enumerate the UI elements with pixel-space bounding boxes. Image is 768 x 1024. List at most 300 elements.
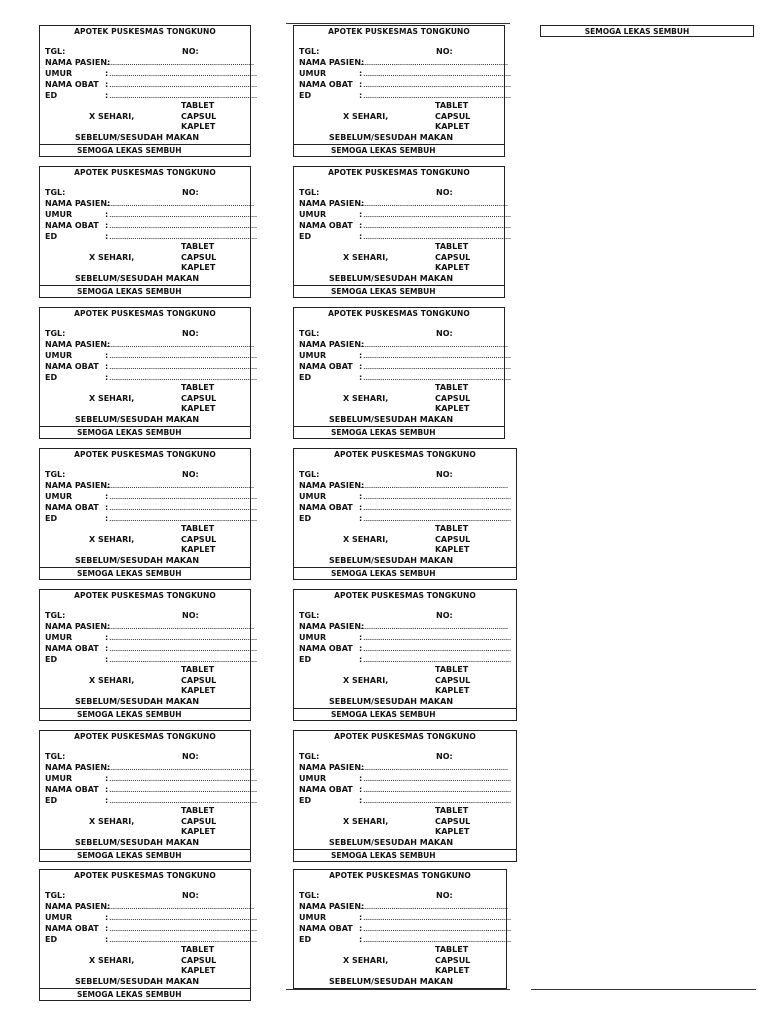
kaplet-option: KAPLET [435,545,470,554]
ed-colon: : [105,935,109,944]
label-title: APOTEK PUSKESMAS TONGKUNO [328,168,470,177]
kaplet-option: KAPLET [181,122,216,131]
no-label: NO: [182,611,199,620]
bottom-rule-middle [286,989,510,990]
umur-dots: ............................................................................ [109,69,257,78]
ed-dots: ............................................................................ [109,514,257,523]
umur-colon: : [359,633,363,642]
umur-colon: : [105,774,109,783]
ed-dots: ............................................................................ [109,91,257,100]
ed-label: ED [299,373,312,382]
nama-obat-label: NAMA OBAT [45,785,99,794]
label-footer [294,849,516,861]
ed-colon: : [359,232,363,241]
nama-pasien-dots: ............................................................................ [360,902,508,911]
nama-pasien-dots: ............................................................................ [360,58,508,67]
ed-label: ED [45,655,58,664]
bottom-rule-right [531,989,756,990]
umur-colon: : [359,351,363,360]
umur-dots: ............................................................................ [109,492,257,501]
x-sehari-label: X SEHARI, [343,253,389,262]
nama-pasien-dots: ............................................................................ [106,481,254,490]
umur-label: UMUR [45,351,73,360]
x-sehari-label: X SEHARI, [343,676,389,685]
umur-dots: ............................................................................ [363,492,511,501]
nama-pasien-label: NAMA PASIEN: [299,481,365,490]
label-title: APOTEK PUSKESMAS TONGKUNO [74,591,216,600]
ed-colon: : [105,514,109,523]
nama-obat-colon: : [359,80,363,89]
tablet-option: TABLET [435,945,469,954]
no-label: NO: [182,470,199,479]
no-label: NO: [436,188,453,197]
tablet-option: TABLET [435,242,469,251]
tablet-option: TABLET [435,101,469,110]
sebelum-sesudah-label: SEBELUM/SESUDAH MAKAN [329,415,454,424]
nama-obat-colon: : [359,221,363,230]
nama-pasien-label: NAMA PASIEN: [45,199,111,208]
ed-dots: ............................................................................ [363,935,511,944]
ed-label: ED [45,91,58,100]
sebelum-sesudah-label: SEBELUM/SESUDAH MAKAN [75,556,200,565]
semoga-text: SEMOGA LEKAS SEMBUH [331,146,436,155]
nama-pasien-dots: ............................................................................ [360,199,508,208]
x-sehari-label: X SEHARI, [343,535,389,544]
nama-pasien-dots: ............................................................................ [106,199,254,208]
ed-colon: : [105,796,109,805]
nama-pasien-dots: ............................................................................ [106,622,254,631]
nama-obat-colon: : [105,503,109,512]
x-sehari-label: X SEHARI, [343,956,389,965]
kaplet-option: KAPLET [181,545,216,554]
umur-label: UMUR [299,492,327,501]
nama-pasien-label: NAMA PASIEN: [299,58,365,67]
no-label: NO: [436,47,453,56]
nama-obat-dots: ............................................................................ [363,503,511,512]
nama-obat-dots: ............................................................................ [109,221,257,230]
sebelum-sesudah-label: SEBELUM/SESUDAH MAKAN [329,838,454,847]
nama-pasien-label: NAMA PASIEN: [299,763,365,772]
tablet-option: TABLET [435,665,469,674]
label-footer [294,426,504,438]
label-title: APOTEK PUSKESMAS TONGKUNO [74,309,216,318]
nama-pasien-label: NAMA PASIEN: [299,199,365,208]
ed-colon: : [105,373,109,382]
ed-dots: ............................................................................ [109,935,257,944]
label-title: APOTEK PUSKESMAS TONGKUNO [334,591,476,600]
nama-obat-dots: ............................................................................ [363,785,511,794]
label-1-1 [39,25,257,157]
nama-obat-dots: ............................................................................ [363,80,511,89]
label-6-2 [293,730,517,862]
single-footer-text: SEMOGA LEKAS SEMBUH [584,27,690,36]
label-footer [294,144,504,156]
semoga-text: SEMOGA LEKAS SEMBUH [331,569,436,578]
semoga-text: SEMOGA LEKAS SEMBUH [77,146,182,155]
capsul-option: CAPSUL [181,394,217,403]
x-sehari-label: X SEHARI, [89,956,135,965]
tgl-label: TGL: [299,188,320,197]
ed-label: ED [299,232,312,241]
tgl-label: TGL: [45,611,66,620]
no-label: NO: [182,47,199,56]
ed-colon: : [359,935,363,944]
nama-pasien-dots: ............................................................................ [106,902,254,911]
umur-colon: : [105,492,109,501]
kaplet-option: KAPLET [435,966,470,975]
umur-label: UMUR [299,913,327,922]
label-title: APOTEK PUSKESMAS TONGKUNO [74,168,216,177]
semoga-text: SEMOGA LEKAS SEMBUH [77,851,182,860]
umur-colon: : [359,69,363,78]
label-3-1 [39,307,257,439]
tgl-label: TGL: [45,188,66,197]
ed-label: ED [299,514,312,523]
nama-pasien-label: NAMA PASIEN: [299,340,365,349]
x-sehari-label: X SEHARI, [89,535,135,544]
umur-label: UMUR [299,633,327,642]
nama-obat-colon: : [359,785,363,794]
umur-dots: ............................................................................ [109,351,257,360]
umur-label: UMUR [45,633,73,642]
kaplet-option: KAPLET [435,404,470,413]
label-title: APOTEK PUSKESMAS TONGKUNO [74,871,216,880]
kaplet-option: KAPLET [435,827,470,836]
label-1-2 [293,25,511,157]
nama-pasien-label: NAMA PASIEN: [299,622,365,631]
ed-label: ED [299,655,312,664]
umur-colon: : [105,351,109,360]
label-footer [294,285,504,297]
nama-obat-dots: ............................................................................ [109,644,257,653]
nama-obat-label: NAMA OBAT [299,644,353,653]
ed-colon: : [359,796,363,805]
kaplet-option: KAPLET [181,686,216,695]
kaplet-option: KAPLET [435,686,470,695]
tablet-option: TABLET [435,383,469,392]
sebelum-sesudah-label: SEBELUM/SESUDAH MAKAN [75,415,200,424]
label-5-1 [39,589,257,721]
umur-colon: : [359,210,363,219]
tablet-option: TABLET [181,665,215,674]
nama-pasien-dots: ............................................................................ [360,481,508,490]
tablet-option: TABLET [435,524,469,533]
nama-obat-dots: ............................................................................ [109,503,257,512]
tgl-label: TGL: [299,611,320,620]
umur-label: UMUR [45,69,73,78]
tablet-option: TABLET [181,101,215,110]
umur-dots: ............................................................................ [363,633,511,642]
tgl-label: TGL: [45,891,66,900]
nama-obat-dots: ............................................................................ [109,785,257,794]
label-2-1 [39,166,257,298]
nama-obat-colon: : [105,644,109,653]
ed-label: ED [299,796,312,805]
tablet-option: TABLET [181,806,215,815]
capsul-option: CAPSUL [181,112,217,121]
no-label: NO: [436,891,453,900]
nama-pasien-label: NAMA PASIEN: [45,340,111,349]
nama-obat-label: NAMA OBAT [299,785,353,794]
nama-obat-label: NAMA OBAT [299,221,353,230]
tgl-label: TGL: [299,329,320,338]
capsul-option: CAPSUL [435,676,471,685]
x-sehari-label: X SEHARI, [89,112,135,121]
semoga-text: SEMOGA LEKAS SEMBUH [77,287,182,296]
umur-colon: : [105,913,109,922]
ed-label: ED [45,373,58,382]
nama-obat-colon: : [105,785,109,794]
ed-dots: ............................................................................ [363,373,511,382]
nama-obat-colon: : [359,362,363,371]
nama-obat-label: NAMA OBAT [45,362,99,371]
nama-obat-colon: : [359,924,363,933]
top-rule [286,23,510,24]
umur-dots: ............................................................................ [363,69,511,78]
umur-label: UMUR [45,210,73,219]
ed-colon: : [105,655,109,664]
kaplet-option: KAPLET [181,263,216,272]
tgl-label: TGL: [45,47,66,56]
nama-pasien-dots: ............................................................................ [106,58,254,67]
ed-colon: : [105,232,109,241]
label-footer [40,144,250,156]
label-5-2 [293,589,517,721]
kaplet-option: KAPLET [181,404,216,413]
nama-obat-label: NAMA OBAT [45,644,99,653]
umur-dots: ............................................................................ [363,351,511,360]
semoga-text: SEMOGA LEKAS SEMBUH [77,428,182,437]
tgl-label: TGL: [299,752,320,761]
nama-pasien-label: NAMA PASIEN: [45,763,111,772]
x-sehari-label: X SEHARI, [89,676,135,685]
x-sehari-label: X SEHARI, [343,394,389,403]
nama-pasien-label: NAMA PASIEN: [45,622,111,631]
label-title: APOTEK PUSKESMAS TONGKUNO [74,450,216,459]
tgl-label: TGL: [45,470,66,479]
semoga-text: SEMOGA LEKAS SEMBUH [331,710,436,719]
nama-obat-label: NAMA OBAT [45,503,99,512]
nama-pasien-label: NAMA PASIEN: [45,58,111,67]
ed-label: ED [45,796,58,805]
ed-colon: : [359,655,363,664]
label-footer [40,567,250,579]
label-footer [40,849,250,861]
nama-pasien-dots: ............................................................................ [106,763,254,772]
tablet-option: TABLET [435,806,469,815]
ed-dots: ............................................................................ [109,655,257,664]
umur-colon: : [359,913,363,922]
umur-dots: ............................................................................ [109,913,257,922]
kaplet-option: KAPLET [435,263,470,272]
label-title: APOTEK PUSKESMAS TONGKUNO [329,871,471,880]
no-label: NO: [182,752,199,761]
umur-colon: : [359,492,363,501]
nama-obat-dots: ............................................................................ [109,80,257,89]
umur-dots: ............................................................................ [363,913,511,922]
capsul-option: CAPSUL [181,676,217,685]
ed-colon: : [359,514,363,523]
nama-obat-colon: : [359,503,363,512]
x-sehari-label: X SEHARI, [89,253,135,262]
tgl-label: TGL: [299,470,320,479]
nama-obat-label: NAMA OBAT [45,221,99,230]
ed-dots: ............................................................................ [363,655,511,664]
sebelum-sesudah-label: SEBELUM/SESUDAH MAKAN [75,133,200,142]
nama-pasien-label: NAMA PASIEN: [299,902,365,911]
nama-obat-label: NAMA OBAT [45,924,99,933]
label-4-2 [293,448,517,580]
sebelum-sesudah-label: SEBELUM/SESUDAH MAKAN [75,977,200,986]
label-footer [40,988,250,1000]
sebelum-sesudah-label: SEBELUM/SESUDAH MAKAN [329,697,454,706]
semoga-text: SEMOGA LEKAS SEMBUH [77,569,182,578]
umur-label: UMUR [45,774,73,783]
tgl-label: TGL: [45,329,66,338]
capsul-option: CAPSUL [435,535,471,544]
umur-dots: ............................................................................ [363,774,511,783]
label-6-1 [39,730,257,862]
nama-pasien-label: NAMA PASIEN: [45,481,111,490]
sebelum-sesudah-label: SEBELUM/SESUDAH MAKAN [329,556,454,565]
capsul-option: CAPSUL [181,253,217,262]
nama-obat-colon: : [105,924,109,933]
no-label: NO: [436,611,453,620]
nama-obat-colon: : [105,362,109,371]
ed-label: ED [45,935,58,944]
ed-dots: ............................................................................ [363,796,511,805]
no-label: NO: [182,891,199,900]
label-title: APOTEK PUSKESMAS TONGKUNO [328,309,470,318]
umur-label: UMUR [299,351,327,360]
capsul-option: CAPSUL [435,112,471,121]
sebelum-sesudah-label: SEBELUM/SESUDAH MAKAN [75,274,200,283]
capsul-option: CAPSUL [435,956,471,965]
label-2-2 [293,166,511,298]
nama-obat-dots: ............................................................................ [109,924,257,933]
nama-pasien-dots: ............................................................................ [360,763,508,772]
ed-colon: : [105,91,109,100]
tgl-label: TGL: [45,752,66,761]
umur-label: UMUR [299,69,327,78]
label-3-2 [293,307,511,439]
ed-label: ED [299,935,312,944]
capsul-option: CAPSUL [435,817,471,826]
kaplet-option: KAPLET [181,827,216,836]
tablet-option: TABLET [181,945,215,954]
nama-pasien-label: NAMA PASIEN: [45,902,111,911]
ed-colon: : [359,373,363,382]
no-label: NO: [436,752,453,761]
x-sehari-label: X SEHARI, [89,817,135,826]
ed-dots: ............................................................................ [363,91,511,100]
ed-dots: ............................................................................ [363,232,511,241]
umur-colon: : [105,633,109,642]
tablet-option: TABLET [181,242,215,251]
label-7-1 [39,869,257,1001]
x-sehari-label: X SEHARI, [89,394,135,403]
label-footer [40,426,250,438]
umur-colon: : [105,69,109,78]
semoga-text: SEMOGA LEKAS SEMBUH [331,851,436,860]
nama-obat-dots: ............................................................................ [109,362,257,371]
label-title: APOTEK PUSKESMAS TONGKUNO [328,27,470,36]
label-4-1 [39,448,257,580]
capsul-option: CAPSUL [181,817,217,826]
nama-obat-colon: : [359,644,363,653]
label-footer [294,708,516,720]
tgl-label: TGL: [299,891,320,900]
ed-label: ED [299,91,312,100]
nama-obat-dots: ............................................................................ [363,362,511,371]
kaplet-option: KAPLET [181,966,216,975]
tgl-label: TGL: [299,47,320,56]
umur-label: UMUR [45,492,73,501]
nama-obat-colon: : [105,80,109,89]
label-7-2 [293,869,511,989]
sebelum-sesudah-label: SEBELUM/SESUDAH MAKAN [329,274,454,283]
label-title: APOTEK PUSKESMAS TONGKUNO [74,732,216,741]
no-label: NO: [182,329,199,338]
capsul-option: CAPSUL [435,253,471,262]
single-footer-label [540,25,754,37]
umur-colon: : [359,774,363,783]
nama-obat-label: NAMA OBAT [299,362,353,371]
ed-dots: ............................................................................ [109,232,257,241]
label-footer [40,708,250,720]
ed-dots: ............................................................................ [109,796,257,805]
tablet-option: TABLET [181,524,215,533]
semoga-text: SEMOGA LEKAS SEMBUH [331,287,436,296]
nama-obat-label: NAMA OBAT [299,924,353,933]
nama-obat-label: NAMA OBAT [45,80,99,89]
nama-obat-label: NAMA OBAT [299,80,353,89]
umur-label: UMUR [299,210,327,219]
umur-colon: : [105,210,109,219]
label-title: APOTEK PUSKESMAS TONGKUNO [74,27,216,36]
umur-dots: ............................................................................ [109,210,257,219]
nama-obat-dots: ............................................................................ [363,644,511,653]
ed-colon: : [359,91,363,100]
nama-obat-colon: : [105,221,109,230]
sebelum-sesudah-label: SEBELUM/SESUDAH MAKAN [329,977,454,986]
no-label: NO: [182,188,199,197]
nama-pasien-dots: ............................................................................ [106,340,254,349]
label-footer [40,285,250,297]
sebelum-sesudah-label: SEBELUM/SESUDAH MAKAN [329,133,454,142]
umur-dots: ............................................................................ [363,210,511,219]
nama-obat-dots: ............................................................................ [363,221,511,230]
label-footer [294,567,516,579]
ed-label: ED [45,514,58,523]
capsul-option: CAPSUL [181,956,217,965]
sebelum-sesudah-label: SEBELUM/SESUDAH MAKAN [75,697,200,706]
umur-label: UMUR [45,913,73,922]
semoga-text: SEMOGA LEKAS SEMBUH [77,990,182,999]
ed-dots: ............................................................................ [109,373,257,382]
umur-label: UMUR [299,774,327,783]
nama-pasien-dots: ............................................................................ [360,622,508,631]
capsul-option: CAPSUL [181,535,217,544]
nama-pasien-dots: ............................................................................ [360,340,508,349]
semoga-text: SEMOGA LEKAS SEMBUH [331,428,436,437]
nama-obat-dots: ............................................................................ [363,924,511,933]
tablet-option: TABLET [181,383,215,392]
ed-dots: ............................................................................ [363,514,511,523]
ed-label: ED [45,232,58,241]
semoga-text: SEMOGA LEKAS SEMBUH [77,710,182,719]
x-sehari-label: X SEHARI, [343,817,389,826]
